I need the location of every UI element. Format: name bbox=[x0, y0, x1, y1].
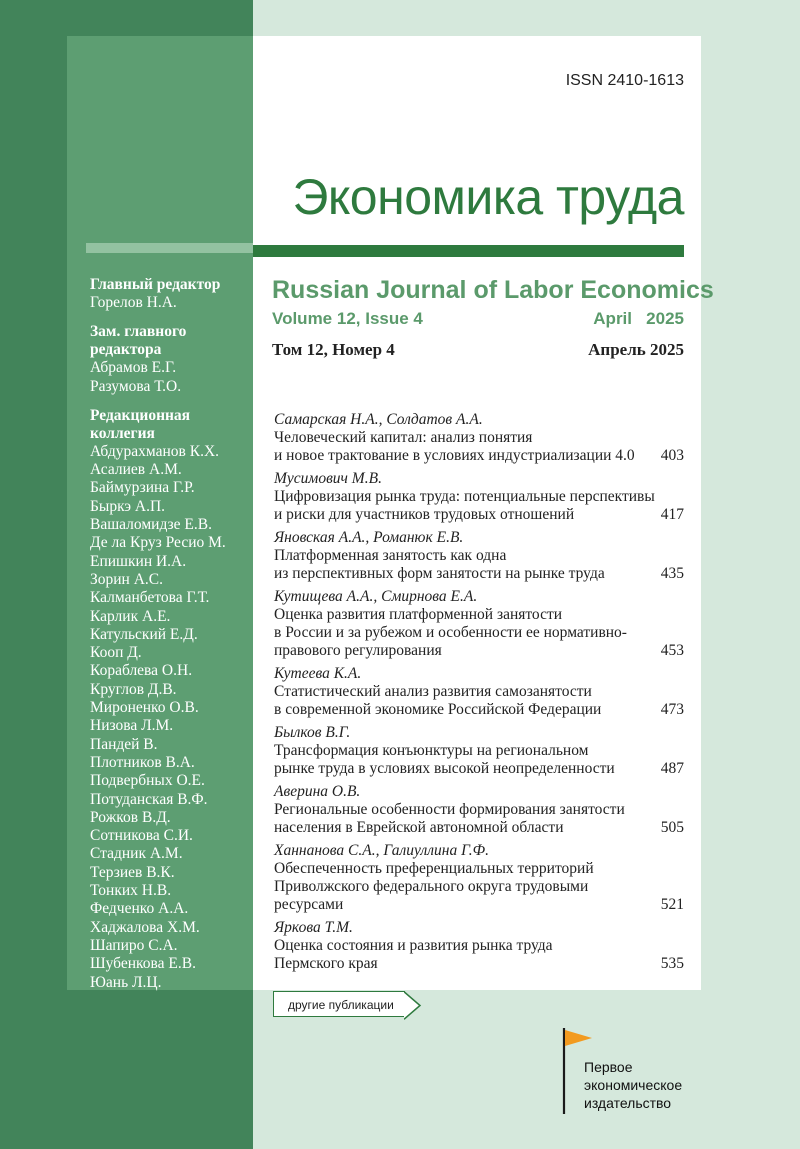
editorial-college-heading-2: коллегия bbox=[90, 424, 155, 442]
article-authors: Кутеева К.А. bbox=[274, 665, 362, 682]
article-title-text: Обеспеченность преференциальных территорий bbox=[274, 860, 594, 877]
article-authors: Мусимович М.В. bbox=[274, 470, 382, 487]
article-title-line bbox=[274, 896, 684, 914]
board-member-name: Баймурзина Г.Р. bbox=[90, 479, 195, 497]
article-title-text: и риски для участников трудовых отношений bbox=[274, 506, 575, 523]
article-title-line bbox=[274, 860, 684, 878]
article-title-text: Статистический анализ развития самозанятости bbox=[274, 683, 592, 700]
article-title-line bbox=[274, 506, 684, 524]
article-title-line bbox=[274, 819, 684, 837]
volume-en: Volume 12, Issue 4 bbox=[272, 309, 423, 328]
board-member-name: Мироненко О.В. bbox=[90, 699, 199, 717]
board-member-name: Калманбетова Г.Т. bbox=[90, 589, 210, 607]
article-title-line bbox=[274, 683, 684, 701]
article-title-line bbox=[274, 429, 684, 447]
article-title-line bbox=[274, 878, 684, 896]
article-title-text: Оценка развития платформенной занятости bbox=[274, 606, 563, 623]
article-title-line bbox=[274, 547, 684, 565]
board-member-name: Круглов Д.В. bbox=[90, 680, 177, 698]
publisher-line: издательство bbox=[584, 1095, 672, 1111]
article-title-text: Цифровизация рынка труда: потенциальные перспективы bbox=[274, 488, 655, 505]
chief-editor-name: Горелов Н.А. bbox=[90, 294, 177, 311]
toc-entry[interactable] bbox=[274, 588, 684, 660]
volume-ru: Том 12, Номер 4 bbox=[272, 340, 395, 359]
deputy-editor-name: Разумова Т.О. bbox=[90, 377, 182, 395]
article-title-line bbox=[274, 606, 684, 624]
article-title-line bbox=[274, 760, 684, 778]
article-title-text: Трансформация конъюнктуры на региональном bbox=[274, 742, 589, 759]
article-page-number: 417 bbox=[660, 506, 684, 523]
board-member-name: Тонких Н.В. bbox=[90, 882, 172, 900]
article-authors: Ханнанова С.А., Галиуллина Г.Ф. bbox=[274, 842, 489, 859]
board-member-name: Рожков В.Д. bbox=[90, 808, 171, 826]
article-title-line bbox=[274, 937, 684, 955]
article-title-text: в России и за рубежом и особенности ее нормативно- bbox=[274, 624, 627, 641]
article-authors: Яркова Т.М. bbox=[274, 919, 353, 936]
article-authors: Самарская Н.А., Солдатов А.А. bbox=[274, 411, 483, 428]
board-member-name: Хаджалова Х.М. bbox=[90, 918, 200, 936]
deputy-editor-name: Абрамов Е.Г. bbox=[90, 359, 177, 377]
table-of-contents bbox=[274, 411, 684, 978]
board-member-name: Сотникова С.И. bbox=[90, 827, 193, 845]
article-title-line bbox=[274, 701, 684, 719]
publisher-name bbox=[584, 1058, 682, 1112]
toc-entry[interactable] bbox=[274, 919, 684, 973]
toc-entry[interactable] bbox=[274, 665, 684, 719]
board-member-name: Низова Л.М. bbox=[90, 717, 174, 735]
toc-entry[interactable] bbox=[274, 470, 684, 524]
article-page-number: 535 bbox=[660, 955, 684, 972]
article-page-number: 473 bbox=[660, 701, 684, 718]
more-publications-button[interactable]: другие публикации bbox=[273, 991, 405, 1017]
article-authors: Кутищева А.А., Смирнова Е.А. bbox=[274, 588, 478, 605]
board-member-name: Катульский Е.Д. bbox=[90, 625, 198, 643]
article-title-text: из перспективных форм занятости на рынке труда bbox=[274, 565, 605, 582]
board-member-name: Терзиев В.К. bbox=[90, 863, 175, 881]
board-member-name: Шапиро С.А. bbox=[90, 936, 178, 954]
board-member-name: Подвербных О.Е. bbox=[90, 772, 205, 790]
board-member-name: Федченко А.А. bbox=[90, 900, 189, 918]
article-authors: Аверина О.В. bbox=[274, 783, 361, 800]
issn-number: ISSN 2410-1613 bbox=[565, 72, 684, 89]
editorial-college-heading: Редакционная bbox=[90, 406, 191, 424]
date-ru: Апрель 2025 bbox=[588, 340, 684, 359]
article-title-text: Приволжского федерального округа трудовыми bbox=[274, 878, 589, 895]
toc-entry[interactable] bbox=[274, 529, 684, 583]
board-member-name: Абдурахманов К.Х. bbox=[90, 442, 220, 460]
board-member-name: Вашаломидзе Е.В. bbox=[90, 516, 212, 534]
article-authors: Былков В.Г. bbox=[274, 724, 351, 741]
board-member-name: Де ла Круз Ресио М. bbox=[90, 534, 226, 552]
board-member-name: Кораблева О.Н. bbox=[90, 662, 193, 680]
article-page-number: 403 bbox=[660, 447, 684, 464]
article-title-line bbox=[274, 801, 684, 819]
article-title-line bbox=[274, 447, 684, 465]
board-member-name: Епишкин И.А. bbox=[90, 552, 187, 570]
article-title-line bbox=[274, 642, 684, 660]
article-title-text: Платформенная занятость как одна bbox=[274, 547, 507, 564]
deputy-editor-heading-2: редактора bbox=[90, 341, 162, 359]
journal-title-ru: Экономика труда bbox=[292, 169, 684, 225]
deputy-editor-heading: Зам. главного bbox=[90, 323, 187, 341]
article-page-number: 435 bbox=[660, 565, 684, 582]
journal-title-en: Russian Journal of Labor Economics bbox=[272, 276, 714, 304]
editorial-board bbox=[90, 276, 250, 992]
article-title-text: Человеческий капитал: анализ понятия bbox=[274, 429, 533, 446]
article-title-line bbox=[274, 565, 684, 583]
toc-entry[interactable] bbox=[274, 724, 684, 778]
article-page-number: 521 bbox=[660, 896, 684, 913]
board-member-name: Шубенкова Е.В. bbox=[90, 955, 196, 973]
article-title-text: Оценка состояния и развития рынка труда bbox=[274, 937, 553, 954]
article-title-text: правового регулирования bbox=[274, 642, 442, 659]
board-member-name: Быркэ А.П. bbox=[90, 497, 166, 515]
panel-divider bbox=[86, 243, 253, 253]
title-divider bbox=[253, 245, 684, 257]
publisher-line: Первое bbox=[584, 1059, 633, 1075]
article-title-text: Региональные особенности формирования занятости bbox=[274, 801, 625, 818]
article-title-line bbox=[274, 742, 684, 760]
board-member-name: Зорин А.С. bbox=[90, 570, 164, 588]
article-title-line bbox=[274, 955, 684, 973]
publisher-line: экономическое bbox=[584, 1077, 683, 1093]
article-title-text: и новое трактование в условиях индустриализации 4.0 bbox=[274, 447, 635, 464]
article-title-text: ресурсами bbox=[274, 896, 344, 913]
board-member-name: Плотников В.А. bbox=[90, 753, 195, 771]
article-title-line bbox=[274, 624, 684, 642]
toc-entry[interactable] bbox=[274, 842, 684, 914]
chief-editor-heading: Главный редактор bbox=[90, 276, 221, 293]
article-title-text: в современной экономике Российской Федерации bbox=[274, 701, 602, 718]
board-member-name: Кооп Д. bbox=[90, 644, 142, 662]
article-title-line bbox=[274, 488, 684, 506]
board-member-name: Юань Л.Ц. bbox=[90, 973, 162, 991]
board-member-name: Карлик А.Е. bbox=[90, 607, 171, 625]
toc-entry[interactable] bbox=[274, 783, 684, 837]
issue-info-ru bbox=[272, 340, 684, 360]
date-en: April 2025 bbox=[593, 309, 684, 328]
article-page-number: 505 bbox=[660, 819, 684, 836]
chevron-right-icon[interactable] bbox=[404, 991, 422, 1020]
toc-entry[interactable] bbox=[274, 411, 684, 465]
board-member-name: Стадник А.М. bbox=[90, 845, 183, 863]
article-page-number: 453 bbox=[660, 642, 684, 659]
issue-info-en bbox=[272, 309, 684, 329]
board-member-name: Асалиев А.М. bbox=[90, 461, 182, 479]
article-page-number: 487 bbox=[660, 760, 684, 777]
article-title-text: населения в Еврейской автономной области bbox=[274, 819, 564, 836]
article-title-text: Пермского края bbox=[274, 955, 378, 972]
board-member-name: Пандей В. bbox=[90, 735, 158, 753]
editorial-college-members bbox=[90, 443, 250, 992]
article-authors: Яновская А.А., Романюк Е.В. bbox=[274, 529, 464, 546]
article-title-text: рынке труда в условиях высокой неопределенности bbox=[274, 760, 615, 777]
board-member-name: Потуданская В.Ф. bbox=[90, 790, 208, 808]
